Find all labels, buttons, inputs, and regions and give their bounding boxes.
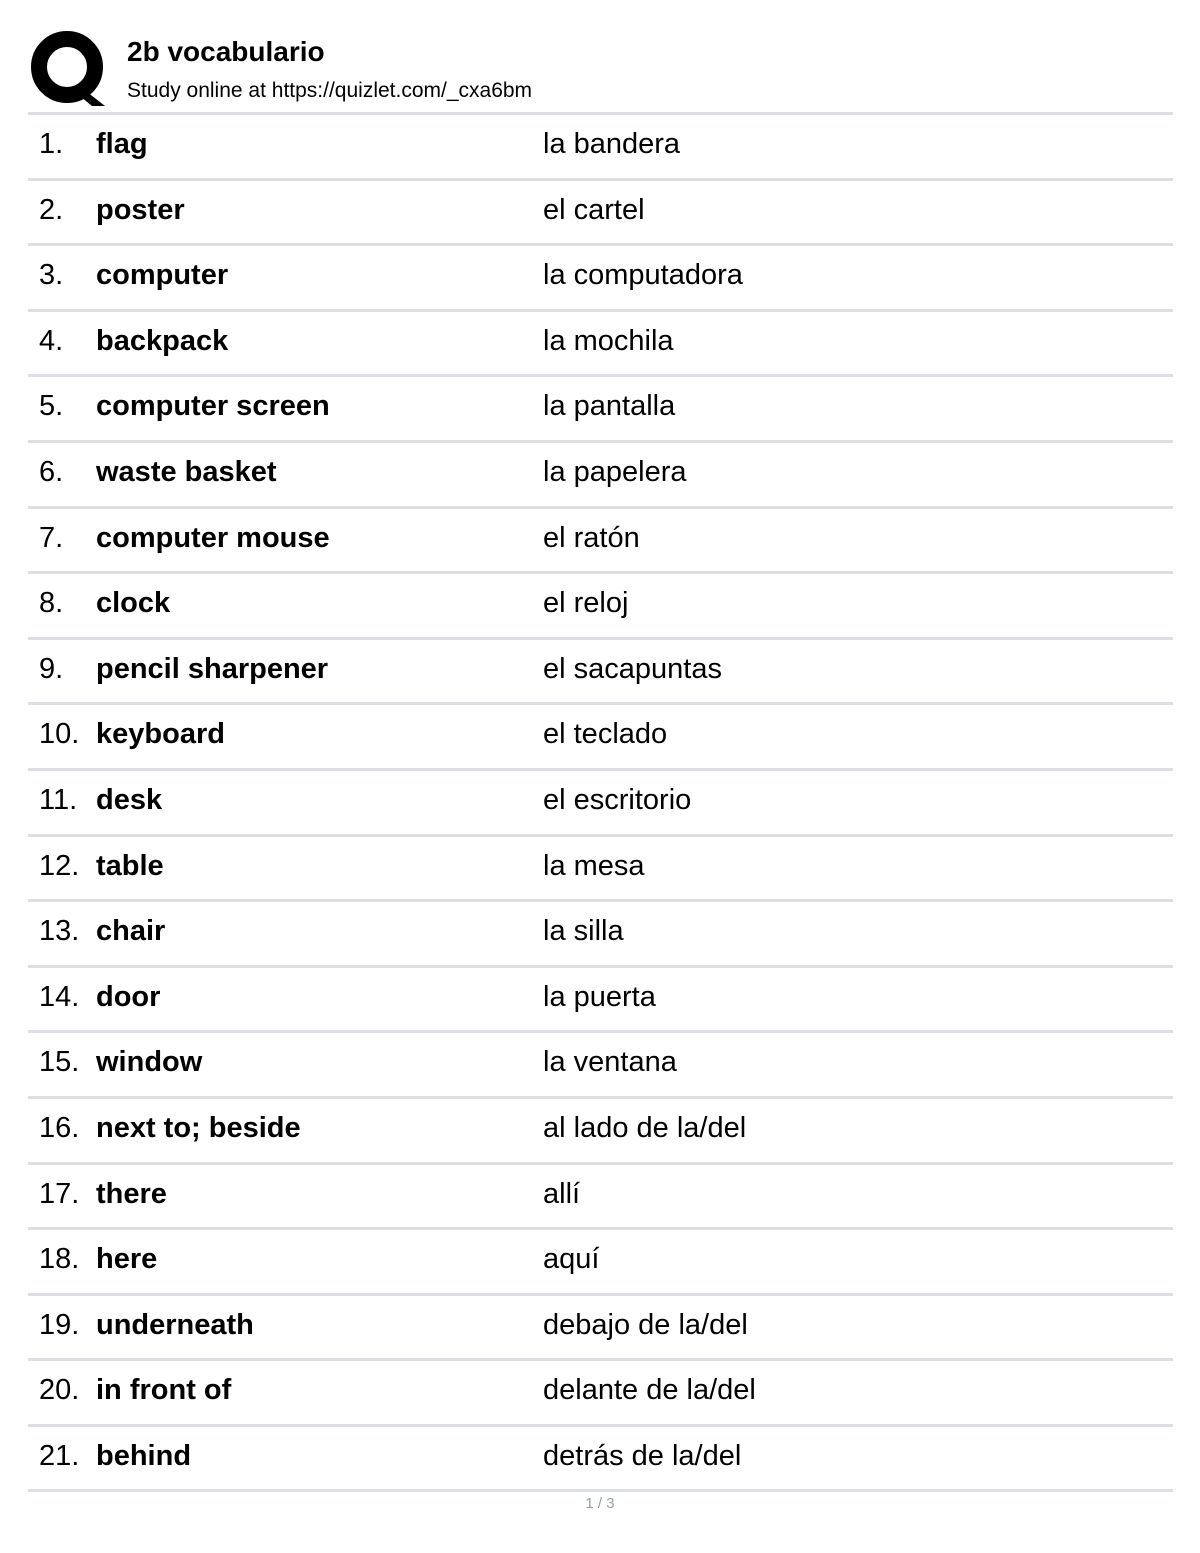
list-item	[28, 902, 1173, 968]
item-number: 8.	[39, 587, 64, 620]
list-item	[28, 246, 1173, 312]
page-title: 2b vocabulario	[127, 36, 325, 67]
item-term: table	[96, 849, 164, 882]
list-item	[28, 574, 1173, 640]
item-definition: al lado de la/del	[543, 1111, 747, 1144]
page-number: 1 / 3	[585, 1495, 615, 1512]
item-definition: el escritorio	[543, 783, 692, 816]
item-number: 2.	[39, 193, 64, 226]
item-term: backpack	[96, 324, 229, 357]
item-term: next to; beside	[96, 1111, 301, 1144]
item-term: keyboard	[96, 718, 225, 751]
list-item	[28, 115, 1173, 181]
item-number: 14.	[39, 980, 80, 1013]
item-number: 16.	[39, 1111, 80, 1144]
item-term: poster	[96, 193, 185, 226]
item-term: underneath	[96, 1308, 254, 1341]
item-term: there	[96, 1177, 167, 1210]
item-definition: el reloj	[543, 587, 629, 620]
item-number: 20.	[39, 1374, 80, 1407]
item-number: 18.	[39, 1243, 80, 1276]
list-item	[28, 968, 1173, 1034]
item-number: 12.	[39, 849, 80, 882]
item-term: window	[96, 1046, 203, 1079]
item-definition: el sacapuntas	[543, 652, 722, 685]
list-item	[28, 1230, 1173, 1296]
study-online-link[interactable]: Study online at https://quizlet.com/_cxa6bm	[127, 79, 533, 102]
item-number: 21.	[39, 1439, 80, 1472]
item-number: 10.	[39, 718, 80, 751]
item-term: clock	[96, 587, 171, 620]
item-term: computer	[96, 259, 229, 292]
item-definition: la computadora	[543, 259, 743, 292]
item-number: 17.	[39, 1177, 80, 1210]
page-header	[30, 30, 1172, 110]
item-number: 3.	[39, 259, 64, 292]
item-definition: la pantalla	[543, 390, 676, 423]
item-definition: la puerta	[543, 980, 656, 1013]
item-number: 11.	[39, 783, 78, 816]
item-definition: allí	[543, 1177, 581, 1210]
item-number: 7.	[39, 521, 64, 554]
list-item	[28, 1296, 1173, 1362]
item-term: waste basket	[96, 455, 277, 488]
item-definition: la mochila	[543, 324, 674, 357]
item-definition: delante de la/del	[543, 1374, 756, 1407]
item-term: here	[96, 1243, 158, 1276]
list-item	[28, 181, 1173, 247]
item-term: behind	[96, 1439, 192, 1472]
item-definition: la mesa	[543, 849, 645, 882]
item-definition: la bandera	[543, 128, 681, 160]
list-item	[28, 771, 1173, 837]
list-item	[28, 1427, 1173, 1493]
quizlet-q-logo-icon	[30, 30, 108, 108]
list-item	[28, 1165, 1173, 1231]
list-item	[28, 443, 1173, 509]
item-number: 6.	[39, 455, 64, 488]
item-term: in front of	[96, 1374, 232, 1407]
item-definition: el cartel	[543, 193, 645, 226]
item-number: 19.	[39, 1308, 80, 1341]
item-definition: detrás de la/del	[543, 1439, 742, 1472]
item-definition: debajo de la/del	[543, 1308, 748, 1341]
item-definition: el teclado	[543, 718, 668, 751]
list-item	[28, 312, 1173, 378]
list-item	[28, 1099, 1173, 1165]
list-item	[28, 1361, 1173, 1427]
item-term: computer mouse	[96, 521, 330, 554]
item-definition: la silla	[543, 915, 624, 948]
list-item	[28, 377, 1173, 443]
item-term: pencil sharpener	[96, 652, 329, 685]
item-number: 15.	[39, 1046, 80, 1079]
item-term: door	[96, 980, 161, 1013]
item-definition: la papelera	[543, 455, 687, 488]
item-number: 5.	[39, 390, 64, 423]
vocabulary-list	[28, 112, 1173, 1492]
list-item	[28, 705, 1173, 771]
list-item	[28, 509, 1173, 575]
list-item	[28, 640, 1173, 706]
list-item	[28, 837, 1173, 903]
item-definition: el ratón	[543, 521, 640, 554]
item-definition: la ventana	[543, 1046, 677, 1079]
item-term: computer screen	[96, 390, 330, 423]
item-number: 13.	[39, 915, 80, 948]
item-number: 1.	[39, 128, 64, 160]
item-term: desk	[96, 783, 163, 816]
item-definition: aquí	[543, 1243, 600, 1276]
item-number: 4.	[39, 324, 64, 357]
item-number: 9.	[39, 652, 64, 685]
item-term: chair	[96, 915, 166, 948]
list-item	[28, 1033, 1173, 1099]
item-term: flag	[96, 128, 148, 160]
